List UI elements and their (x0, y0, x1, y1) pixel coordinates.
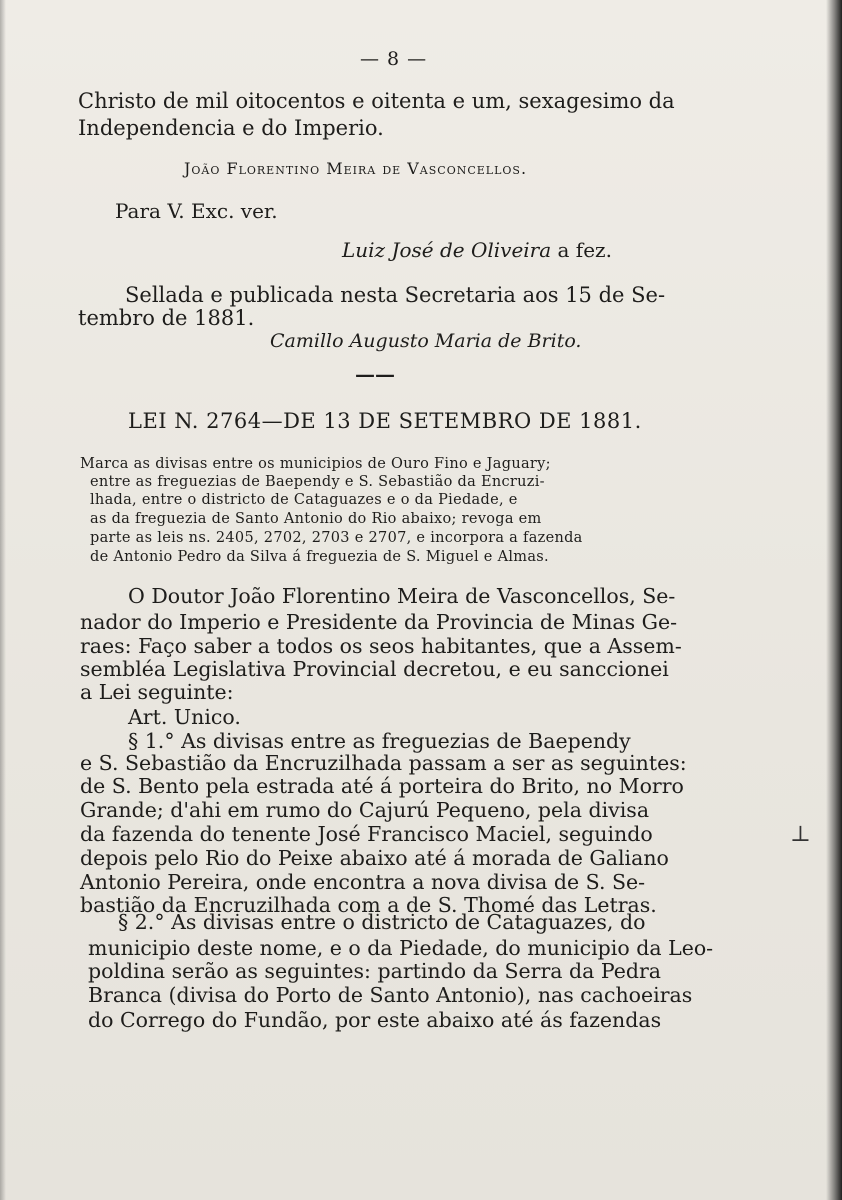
law-body-line: Grande; d'ahi em rumo do Cajurú Pequeno, pela divisa (80, 798, 650, 822)
law-body-line: Branca (divisa do Porto de Santo Antonio), nas cachoeiras (88, 983, 693, 1007)
law-summary-line: de Antonio Pedro da Silva á freguezia de S. Miguel e Almas. (90, 549, 549, 565)
law-summary-line: entre as freguezias de Baependy e S. Sebastião da Encruzi- (90, 474, 545, 490)
law-body-line: depois pelo Rio do Peixe abaixo até á morada de Galiano (80, 846, 669, 870)
page-left-edge-shadow (0, 0, 6, 1200)
scribe-suffix: a fez. (551, 238, 612, 262)
law-body-line: da fazenda do tenente José Francisco Maciel, seguindo (80, 822, 653, 846)
law-body-line: § 1.° As divisas entre as freguezias de Baependy (128, 729, 631, 753)
law-body-line: a Lei seguinte: (80, 680, 234, 704)
law-body-line: Antonio Pereira, onde encontra a nova divisa de S. Se- (80, 870, 646, 894)
law-body-line: do Corrego do Fundão, por este abaixo até ás fazendas (88, 1008, 662, 1032)
law-body-line: O Doutor João Florentino Meira de Vasconcellos, Se- (128, 584, 676, 608)
law-body-line: e S. Sebastião da Encruzilhada passam a ser as seguintes: (80, 751, 687, 775)
law-body-line: raes: Faço saber a todos os seos habitantes, que a Assem- (80, 634, 682, 658)
sellada-line-1: Sellada e publicada nesta Secretaria aos 15 de Se- (125, 283, 666, 307)
scribe-name: Luiz José de Oliveira (342, 238, 552, 262)
closing-line-1: Christo de mil oitocentos e oitenta e um, sexagesimo da (78, 89, 675, 113)
law-body-line: bastião da Encruzilhada com a de S. Thomé das Letras. (80, 893, 657, 917)
law-heading: LEI N. 2764—DE 13 DE SETEMBRO DE 1881. (128, 409, 642, 433)
para-ver-line: Para V. Exc. ver. (115, 199, 278, 223)
closing-line-2: Independencia e do Imperio. (78, 116, 384, 140)
sellada-line-2: tembro de 1881. (78, 306, 255, 330)
law-summary-line: Marca as divisas entre os municipios de Ouro Fino e Jaguary; (80, 456, 551, 472)
law-summary-line: as da freguezia de Santo Antonio do Rio abaixo; revoga em (90, 511, 542, 527)
scribe-line (342, 238, 612, 262)
law-summary-line: parte as leis ns. 2405, 2702, 2703 e 2707, e incorpora a fazenda (90, 530, 583, 546)
law-body-line: de S. Bento pela estrada até á porteira do Brito, no Morro (80, 774, 684, 798)
law-summary-line: lhada, entre o districto de Cataguazes e o da Piedade, e (90, 492, 518, 508)
secretary-signature: Camillo Augusto Maria de Brito. (270, 330, 582, 352)
section-separator: —— (355, 362, 395, 386)
margin-mark-icon: ⊥ (790, 822, 811, 847)
page-right-edge-shadow (826, 0, 842, 1200)
president-signature: João Florentino Meira de Vasconcellos. (184, 159, 528, 178)
law-body-line: poldina serão as seguintes: partindo da Serra da Pedra (88, 959, 661, 983)
law-body-line: § 2.° As divisas entre o districto de Cataguazes, do (118, 910, 646, 934)
law-body-line: nador do Imperio e Presidente da Provincia de Minas Ge- (80, 610, 678, 634)
law-body-line: sembléa Legislativa Provincial decretou, e eu sanccionei (80, 657, 669, 681)
law-body-line: municipio deste nome, e o da Piedade, do municipio da Leo- (88, 936, 714, 960)
law-body-line: Art. Unico. (128, 705, 241, 729)
page-number: — 8 — (360, 48, 428, 70)
